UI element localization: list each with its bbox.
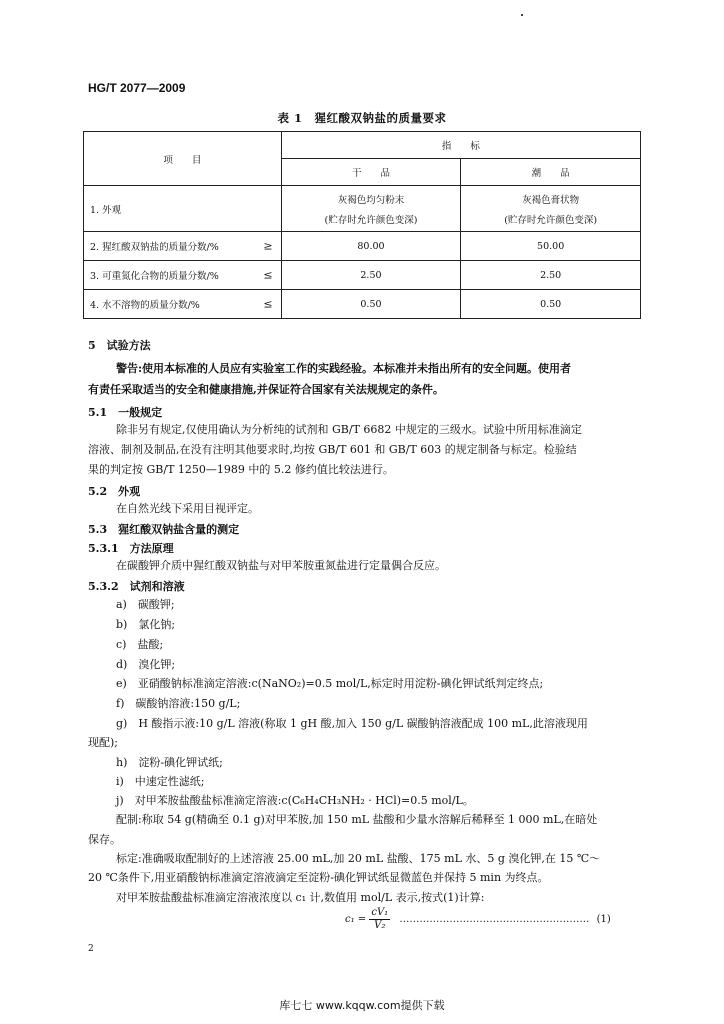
reagent-item: h) 淀粉-碘化钾试纸; <box>116 756 223 769</box>
s51-line-1: 除非另有规定,仅使用确认为分析纯的试剂和 GB/T 6682 中规定的三级水。试验中所用标准滴定 <box>116 423 582 436</box>
reagent-item: f) 碳酸钠溶液:150 g/L; <box>116 697 241 710</box>
formula-numerator: cV₁ <box>371 907 389 918</box>
col-wet-header: 潮 品 <box>461 159 641 186</box>
table-row <box>84 261 641 290</box>
row-item-label: 2. 猩红酸双钠盐的质量分数/% <box>90 242 219 253</box>
reagent-item: g) H 酸指示液:10 g/L 溶液(称取 1 gH 酸,加入 150 g/L 碳酸钠溶液配成 100 mL,此溶液现用 <box>116 717 588 730</box>
reagent-item: d) 溴化钾; <box>116 658 176 671</box>
row-dry-value: 80.00 <box>281 232 461 261</box>
s51-line-2: 溶液、制剂及制品,在没有注明其他要求时,均按 GB/T 601 和 GB/T 603 的规定制备与标定。检验结 <box>88 443 577 456</box>
reagent-item: j) 对甲苯胺盐酸盐标准滴定溶液:c(C₆H₄CH₃NH₂ · HCl)=0.5 mol/L。 <box>116 794 474 807</box>
formula-denominator: V₂ <box>374 920 386 931</box>
row-item-label: 3. 可重氮化合物的质量分数/% <box>90 271 219 282</box>
row-item <box>84 290 282 319</box>
page-number: 2 <box>88 944 94 954</box>
section-5-3-1-heading: 5.3.1 方法原理 <box>88 542 174 555</box>
cal-line-1: 标定:准确吸取配制好的上述溶液 25.00 mL,加 20 mL 盐酸、175 mL 水、5 g 溴化钾,在 15 ℃～ <box>116 852 601 865</box>
reagent-item: e) 亚硝酸钠标准滴定溶液:c(NaNO₂)=0.5 mol/L,标定时用淀粉-碘化钾试纸判定终点; <box>116 677 544 690</box>
section-5-3-heading: 5.3 猩红酸双钠盐含量的测定 <box>88 523 240 536</box>
comparison-symbol: ≥ <box>263 239 273 253</box>
s51-line-3: 果的判定按 GB/T 1250—1989 中的 5.2 修约值比较法进行。 <box>88 463 394 476</box>
conc-text: 对甲苯胺盐酸盐标准滴定溶液浓度以 c₁ 计,数值用 mol/L 表示,按式(1)计算: <box>116 891 485 904</box>
table-row <box>84 186 641 232</box>
row-wet-value: 2.50 <box>461 261 641 290</box>
comparison-symbol: ≤ <box>263 268 273 282</box>
table-caption: 表 1 猩红酸双钠盐的质量要求 <box>277 111 447 125</box>
formula-label: (1) <box>596 914 611 925</box>
reagent-item: c) 盐酸; <box>116 638 164 651</box>
scan-speck <box>521 14 523 16</box>
section-5-3-2-heading: 5.3.2 试剂和溶液 <box>88 580 185 593</box>
table-row <box>84 290 641 319</box>
section-5-1-heading: 5.1 一般规定 <box>88 406 163 419</box>
quality-requirements-table <box>83 131 641 319</box>
s531-text: 在碳酸钾介质中猩红酸双钠盐与对甲苯胺重氮盐进行定量偶合反应。 <box>116 559 446 572</box>
dry-appearance-note: (贮存时允许颜色变深) <box>324 214 418 226</box>
formula-lhs: c₁ = <box>345 914 367 925</box>
row-dry-value: 2.50 <box>281 261 461 290</box>
warning-line-1: 警告:使用本标准的人员应有实验室工作的实践经验。本标准并未指出所有的安全问题。使用者 <box>116 362 572 375</box>
row-wet-value: 0.50 <box>461 290 641 319</box>
table-row <box>84 232 641 261</box>
cal-line-2: 20 ℃条件下,用亚硝酸钠标准滴定溶液滴定至淀粉-碘化钾试纸显微蓝色并保持 5 min 为终点。 <box>88 871 549 884</box>
reagent-item: a) 碳酸钾; <box>116 598 175 611</box>
row-item <box>84 232 282 261</box>
row-wet-value <box>461 186 641 232</box>
reagent-item-cont: 现配); <box>88 736 118 749</box>
row-dry-value: 0.50 <box>281 290 461 319</box>
table-header-row <box>84 132 641 159</box>
col-item-header: 项 目 <box>84 132 282 186</box>
row-wet-value: 50.00 <box>461 232 641 261</box>
col-indicator-header: 指 标 <box>281 132 640 159</box>
col-dry-header: 干 品 <box>281 159 461 186</box>
section-5-2-heading: 5.2 外观 <box>88 485 141 498</box>
section-5-heading: 5 试验方法 <box>88 339 151 352</box>
prep-line-2: 保存。 <box>88 833 121 846</box>
row-item: 1. 外观 <box>84 186 282 232</box>
row-item-label: 4. 水不溶物的质量分数/% <box>90 300 200 311</box>
formula-fraction <box>369 907 390 932</box>
warning-line-2: 有责任采取适当的安全和健康措施,并保证符合国家有关法规规定的条件。 <box>88 383 444 396</box>
comparison-symbol: ≤ <box>263 297 273 311</box>
row-item <box>84 261 282 290</box>
reagent-item: i) 中速定性滤纸; <box>116 775 205 788</box>
download-footer: 库七七 www.kqqw.com提供下载 <box>279 999 445 1012</box>
prep-line-1: 配制:称取 54 g(精确至 0.1 g)对甲苯胺,加 150 mL 盐酸和少量水溶解后稀释至 1 000 mL,在暗处 <box>116 813 598 826</box>
dry-appearance: 灰褐色均匀粉末 <box>337 194 405 206</box>
reagent-item: b) 氯化钠; <box>116 618 176 631</box>
standard-number: HG/T 2077—2009 <box>88 81 186 95</box>
formula-dots: ………………………………………………… <box>399 914 590 925</box>
s52-text: 在自然光线下采用目视评定。 <box>116 502 259 515</box>
formula-1 <box>345 907 611 932</box>
wet-appearance: 灰褐色膏状物 <box>522 194 580 206</box>
row-dry-value <box>281 186 461 232</box>
wet-appearance-note: (贮存时允许颜色变深) <box>504 214 598 226</box>
